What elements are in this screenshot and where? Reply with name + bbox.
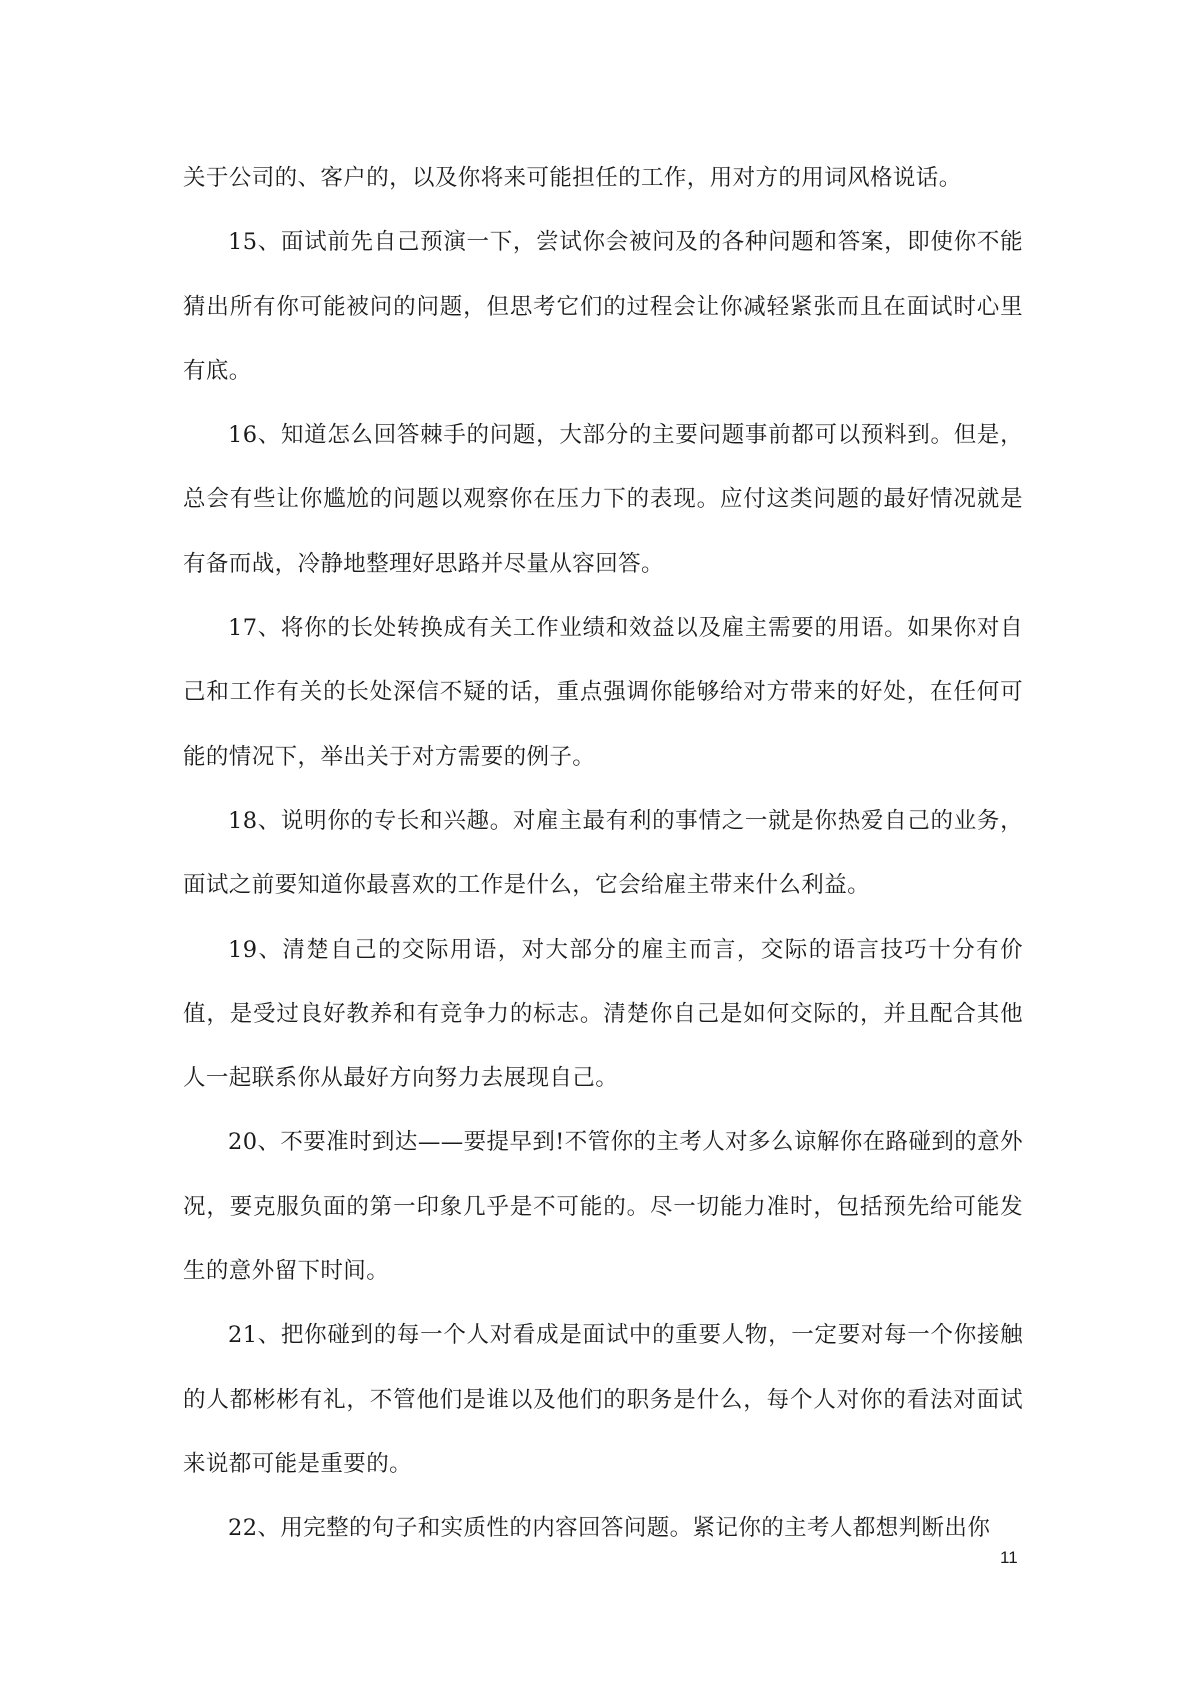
paragraph-item-17: 17、将你的长处转换成有关工作业绩和效益以及雇主需要的用语。如果你对自己和工作有关的长处深信不疑的话，重点强调你能够给对方带来的好处，在任何可能的情况下，举出关于对方需要的例子。 <box>183 615 1023 770</box>
paragraph-continuation: 关于公司的、客户的，以及你将来可能担任的工作，用对方的用词风格说话。 <box>183 165 962 191</box>
paragraph-item-22: 22、用完整的句子和实质性的内容回答问题。紧记你的主考人都想判断出你 <box>228 1515 991 1542</box>
paragraph-item-15: 15、面试前先自己预演一下，尝试你会被问及的各种问题和答案，即使你不能猜出所有你可能被问的问题，但思考它们的过程会让你减轻紧张而且在面试时心里有底。 <box>183 229 1023 384</box>
paragraph-item-20: 20、不要准时到达——要提早到!不管你的主考人对多么谅解你在路碰到的意外况，要克服负面的第一印象几乎是不可能的。尽一切能力准时，包括预先给可能发生的意外留下时间。 <box>183 1129 1023 1285</box>
paragraph-item-21: 21、把你碰到的每一个人对看成是面试中的重要人物，一定要对每一个你接触的人都彬彬有礼，不管他们是谁以及他们的职务是什么，每个人对你的看法对面试来说都可能是重要的。 <box>183 1322 1023 1477</box>
paragraph-item-18: 18、说明你的专长和兴趣。对雇主最有利的事情之一就是你热爱自己的业务，面试之前要知道你最喜欢的工作是什么，它会给雇主带来什么利益。 <box>183 807 1023 899</box>
paragraph-item-19: 19、清楚自己的交际用语，对大部分的雇主而言，交际的语言技巧十分有价值，是受过良好教养和有竞争力的标志。清楚你自己是如何交际的，并且配合其他人一起联系你从最好方向努力去展现自己。 <box>183 936 1023 1092</box>
document-body <box>183 146 1023 1561</box>
page-number: 11 <box>1000 1548 1018 1567</box>
paragraph-item-16: 16、知道怎么回答棘手的问题，大部分的主要问题事前都可以预料到。但是，总会有些让你尴尬的问题以观察你在压力下的表现。应付这类问题的最好情况就是有备而战，冷静地整理好思路并尽量从容回答。 <box>183 422 1023 577</box>
